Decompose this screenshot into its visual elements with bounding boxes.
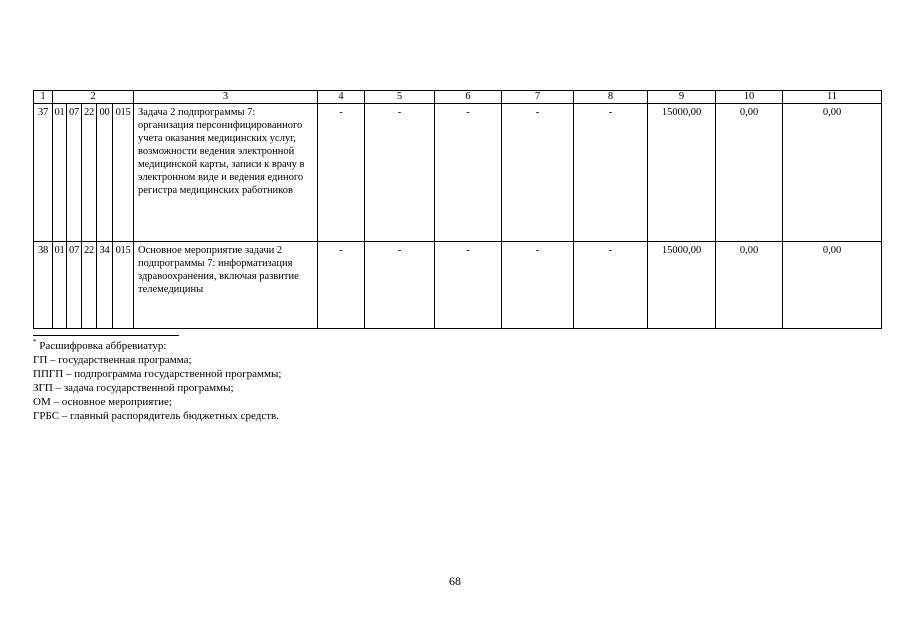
description-cell: Основное мероприятие задачи 2 подпрограммы 7: информатизация здравоохранения, включая развитие телемедицины	[134, 242, 318, 329]
footnote-item: ГП – государственная программа;	[33, 354, 192, 366]
header-col-9: 9	[648, 91, 716, 104]
budget-table	[33, 90, 882, 329]
table-row	[34, 104, 882, 242]
code-cell: 22	[82, 104, 97, 242]
header-col-5: 5	[365, 91, 435, 104]
code-cell: 01	[53, 104, 67, 242]
header-col-4: 4	[318, 91, 365, 104]
value-cell: 0,00	[783, 104, 882, 242]
header-col-7: 7	[502, 91, 574, 104]
footnote-item: ППГП – подпрограмма государственной программы;	[33, 368, 282, 380]
value-cell: -	[502, 104, 574, 242]
value-cell: -	[318, 104, 365, 242]
value-cell: -	[435, 242, 502, 329]
code-cell: 01	[53, 242, 67, 329]
description-cell: Задача 2 подпрограммы 7: организация персонифицированного учета оказания медицинских услуг, возможности ведения электронной медицинской карты, записи к врачу в электронном виде и ведения единого регистра медицинских работников	[134, 104, 318, 242]
header-col-3: 3	[134, 91, 318, 104]
value-cell: 15000,00	[648, 104, 716, 242]
footnote-title: * Расшифровка аббревиатур:	[33, 338, 167, 352]
value-cell: -	[574, 242, 648, 329]
header-row	[34, 91, 882, 104]
row-number: 38	[34, 242, 53, 329]
footnote-item: ЗГП – задача государственной программы;	[33, 382, 234, 394]
value-cell: 0,00	[783, 242, 882, 329]
code-cell: 22	[82, 242, 97, 329]
header-col-10: 10	[716, 91, 783, 104]
header-col-6: 6	[435, 91, 502, 104]
footnote-divider	[33, 335, 179, 336]
footnote-item: ГРБС – главный распорядитель бюджетных средств.	[33, 410, 280, 422]
code-cell: 34	[97, 242, 113, 329]
code-cell: 015	[113, 104, 134, 242]
header-col-11: 11	[783, 91, 882, 104]
page-number: 68	[449, 574, 461, 588]
value-cell: -	[365, 104, 435, 242]
code-cell: 00	[97, 104, 113, 242]
value-cell: -	[318, 242, 365, 329]
code-cell: 07	[67, 242, 82, 329]
header-col-8: 8	[574, 91, 648, 104]
header-col-2: 2	[53, 91, 134, 104]
footnotes	[33, 339, 281, 423]
row-number: 37	[34, 104, 53, 242]
value-cell: -	[574, 104, 648, 242]
value-cell: -	[365, 242, 435, 329]
table-row	[34, 242, 882, 329]
footnote-marker: *	[33, 338, 37, 346]
header-col-1: 1	[34, 91, 53, 104]
value-cell: 15000,00	[648, 242, 716, 329]
code-cell: 015	[113, 242, 134, 329]
value-cell: 0,00	[716, 104, 783, 242]
value-cell: -	[435, 104, 502, 242]
footnote-item: ОМ – основное мероприятие;	[33, 396, 172, 408]
code-cell: 07	[67, 104, 82, 242]
value-cell: 0,00	[716, 242, 783, 329]
value-cell: -	[502, 242, 574, 329]
